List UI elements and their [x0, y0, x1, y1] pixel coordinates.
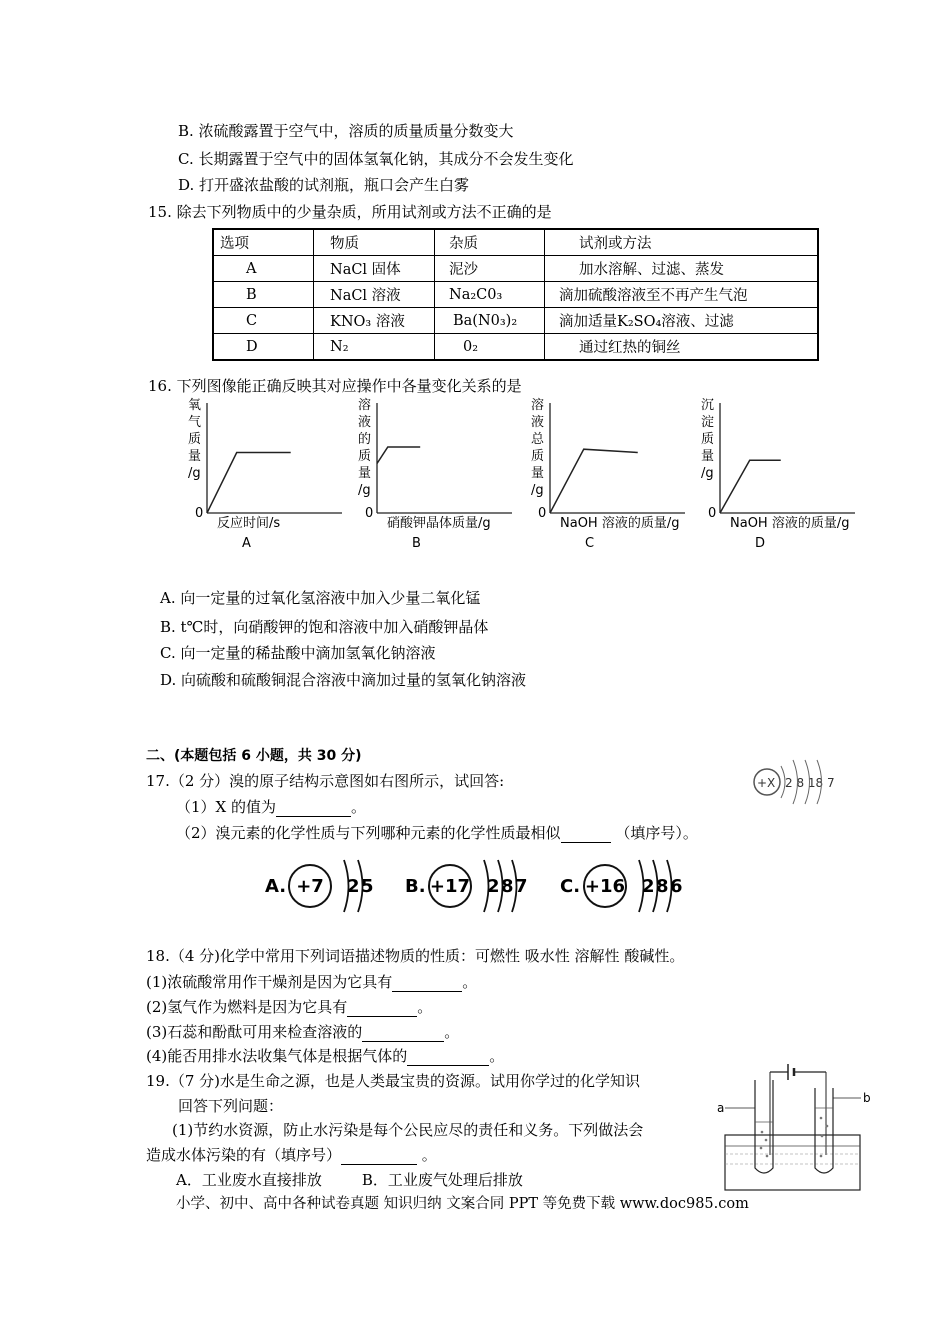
axis-label-y: 量	[701, 449, 715, 464]
answer-blank[interactable]	[407, 1051, 489, 1066]
shell-electron-count: 2	[487, 876, 500, 897]
table-header: 选项	[213, 229, 314, 256]
table-cell: C	[213, 308, 314, 334]
graph-letter: D	[755, 536, 766, 551]
table-cell: B	[213, 282, 314, 308]
electrolysis-apparatus	[715, 1060, 875, 1195]
q14-option-d: D. 打开盛浓盐酸的试剂瓶，瓶口会产生白雾	[178, 176, 470, 194]
axis-label-y: 量	[531, 466, 545, 481]
axis-label-y: 质	[531, 449, 545, 464]
q18-end: 。	[489, 1047, 505, 1065]
table-header: 物质	[314, 229, 435, 256]
table-row	[213, 308, 818, 334]
q17-stem: 17.（2 分）溴的原子结构示意图如右图所示，试回答:	[146, 772, 505, 790]
q19-options	[176, 1170, 523, 1190]
q18-stem: 18.（4 分)化学中常用下列词语描述物质的性质：可燃性 吸水性 溶解性 酸碱性。	[146, 947, 685, 965]
table-cell: NaCl 固体	[314, 256, 435, 282]
graph-letter: C	[585, 536, 595, 551]
origin-label: 0	[708, 506, 717, 521]
curve	[207, 453, 291, 514]
axis-label-x: NaOH 溶液的质量/g	[560, 516, 680, 531]
q18-part1	[146, 972, 477, 992]
q19-stem: 19.（7 分)水是生命之源，也是人类最宝贵的资源。试用你学过的化学知识	[146, 1072, 641, 1090]
q18-part4	[146, 1046, 504, 1066]
axis-label-y: 量	[358, 466, 372, 481]
q17-part1	[176, 797, 366, 817]
table-cell: Ba(N0₃)₂	[435, 308, 545, 334]
axis-label-y: /g	[701, 466, 714, 481]
shell-electron-count: 2	[347, 876, 360, 897]
axis-label-y: 液	[531, 415, 545, 430]
curve	[377, 447, 420, 464]
shell-electron-count: 7	[515, 876, 528, 897]
nucleus-charge: +16	[584, 876, 626, 897]
nucleus-charge: +7	[296, 876, 324, 897]
axis-label-y: 气	[188, 415, 202, 430]
axis-label-y: /g	[531, 483, 544, 498]
answer-blank[interactable]	[341, 1150, 417, 1165]
q18-part2-text: (2)氢气作为燃料是因为它具有	[146, 998, 348, 1016]
footer-text: 小学、初中、高中各种试卷真题 知识归纳 文案合同 PPT 等免费下载 www.doc985.com	[176, 1196, 749, 1212]
table-cell: NaCl 溶液	[314, 282, 435, 308]
q17-part2-text: （2）溴元素的化学性质与下列哪种元素的化学性质最相似	[176, 824, 561, 842]
answer-blank[interactable]	[276, 802, 351, 817]
q17-part1-text: （1）X 的值为	[176, 798, 276, 816]
q19-part1b-text: 造成水体污染的有（填序号）	[146, 1146, 342, 1164]
q16-stem: 16. 下列图像能正确反映其对应操作中各量变化关系的是	[148, 377, 522, 395]
q19-part1: (1)节约水资源，防止水污染是每个公民应尽的责任和义务。下列做法会	[172, 1121, 644, 1139]
shell-electron-count: 5	[361, 876, 374, 897]
table-cell: 泥沙	[435, 256, 545, 282]
axis-label-y: 量	[188, 449, 202, 464]
origin-label: 0	[195, 506, 204, 521]
table-cell: A	[213, 256, 314, 282]
curve	[720, 460, 781, 513]
q14-option-b: B. 浓硫酸露置于空气中，溶质的质量质量分数变大	[178, 122, 514, 140]
table-row	[213, 334, 818, 361]
q16-graphs	[170, 395, 870, 555]
axis-label-y: 溶	[531, 398, 545, 413]
nucleus-charge: +17	[429, 876, 471, 897]
shell-electron-count: 8	[501, 876, 514, 897]
origin-label: 0	[538, 506, 547, 521]
axis-label-x: 反应时间/s	[217, 516, 281, 531]
q16-option-a: A. 向一定量的过氧化氢溶液中加入少量二氧化锰	[160, 589, 481, 607]
atom-option-letter: B.	[405, 876, 426, 897]
answer-blank[interactable]	[347, 1002, 417, 1017]
q18-end: 。	[462, 973, 478, 991]
q16-option-d: D. 向硫酸和硫酸铜混合溶液中滴加过量的氢氧化钠溶液	[160, 671, 527, 689]
axis-label-y: 质	[188, 432, 202, 447]
shell-electron-count: 6	[670, 876, 683, 897]
table-cell: 滴加硫酸溶液至不再产生气泡	[545, 282, 819, 308]
axis-label-x: NaOH 溶液的质量/g	[730, 516, 850, 531]
q19-stem2: 回答下列问题：	[178, 1097, 284, 1115]
table-header: 杂质	[435, 229, 545, 256]
origin-label: 0	[365, 506, 374, 521]
axis-label-y: 沉	[701, 398, 715, 413]
table-cell: KNO₃ 溶液	[314, 308, 435, 334]
table-cell: Na₂C0₃	[435, 282, 545, 308]
q18-part1-text: (1)浓硫酸常用作干燥剂是因为它具有	[146, 973, 393, 991]
axis-label-y: /g	[188, 466, 201, 481]
q16-option-c: C. 向一定量的稀盐酸中滴加氢氧化钠溶液	[160, 644, 436, 662]
q14-option-c: C. 长期露置于空气中的固体氢氧化钠，其成分不会发生变化	[178, 150, 574, 168]
label-a: a	[717, 1101, 725, 1115]
q18-part4-text: (4)能否用排水法收集气体是根据气体的	[146, 1047, 408, 1065]
atom-option-letter: A.	[265, 876, 287, 897]
table-cell: N₂	[314, 334, 435, 361]
axis-label-y: 淀	[701, 415, 715, 430]
q15-stem: 15. 除去下列物质中的少量杂质，所用试剂或方法不正确的是	[148, 203, 552, 221]
q19-option-a: A．工业废水直接排放	[176, 1171, 322, 1189]
bromine-nucleus: +X	[757, 776, 776, 790]
table-cell: 加水溶解、过滤、蒸发	[545, 256, 819, 282]
atom-option-letter: C.	[560, 876, 581, 897]
q18-end: 。	[417, 998, 433, 1016]
q19-part1b-end: 。	[421, 1146, 437, 1164]
q17-part1-end: 。	[351, 798, 367, 816]
table-cell: D	[213, 334, 314, 361]
answer-blank[interactable]	[392, 977, 462, 992]
q18-end: 。	[444, 1023, 460, 1041]
table-cell: 通过红热的铜丝	[545, 334, 819, 361]
shell-electron-count: 8	[656, 876, 669, 897]
label-b: b	[863, 1091, 871, 1105]
q18-part3-text: (3)石蕊和酚酞可用来检查溶液的	[146, 1023, 363, 1041]
section-title: 二、(本题包括 6 小题，共 30 分)	[146, 748, 362, 764]
table-header: 试剂或方法	[545, 229, 819, 256]
axis-label-y: 液	[358, 415, 372, 430]
table-row	[213, 282, 818, 308]
axis-label-y: 的	[358, 432, 372, 447]
q19-part1b	[146, 1145, 437, 1165]
q19-option-b: B．工业废气处理后排放	[361, 1171, 523, 1189]
axis-label-y: 质	[358, 449, 372, 464]
q17-atom-options	[265, 840, 705, 930]
axis-label-y: 总	[531, 432, 545, 447]
table-row	[213, 256, 818, 282]
q18-part3	[146, 1022, 459, 1042]
bromine-atom-diagram	[745, 748, 845, 808]
axis-label-y: /g	[358, 483, 371, 498]
axis-label-x: 硝酸钾晶体质量/g	[387, 516, 491, 531]
q15-table	[212, 228, 819, 361]
shell-electron-count: 2	[642, 876, 655, 897]
table-cell: 0₂	[435, 334, 545, 361]
axis-label-y: 质	[701, 432, 715, 447]
q17-part2-end: （填序号）。	[615, 824, 698, 842]
axis-label-y: 氧	[188, 398, 202, 413]
axis-label-y: 溶	[358, 398, 372, 413]
graph-letter: A	[242, 536, 251, 551]
answer-blank[interactable]	[362, 1027, 444, 1042]
bromine-shells: 2 8 18 7	[785, 776, 835, 790]
table-header-row	[213, 229, 818, 256]
table-cell: 滴加适量K₂SO₄溶液、过滤	[545, 308, 819, 334]
q16-option-b: B. t℃时，向硝酸钾的饱和溶液中加入硝酸钾晶体	[160, 618, 489, 636]
q18-part2	[146, 997, 432, 1017]
curve	[550, 449, 638, 513]
graph-letter: B	[412, 536, 421, 551]
